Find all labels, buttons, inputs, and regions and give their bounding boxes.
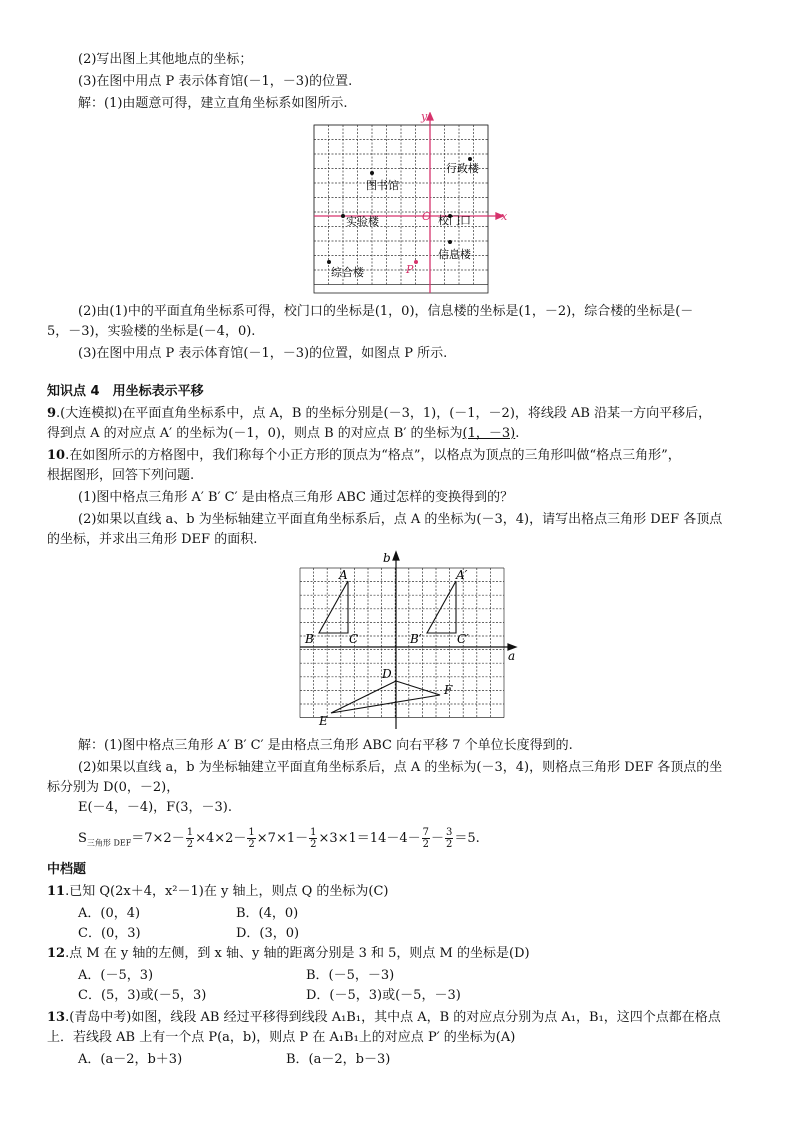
label-a: A bbox=[339, 568, 348, 582]
point-library bbox=[370, 171, 374, 175]
label-library: 图书馆 bbox=[366, 179, 399, 192]
solution-line: 5，－3)，实验楼的坐标是(－4，0). bbox=[47, 324, 256, 339]
formula-part: ＝5. bbox=[454, 831, 480, 846]
question-number: 11 bbox=[47, 884, 66, 899]
question-number: 13 bbox=[47, 1010, 66, 1025]
solution-line: E(－4，－4)，F(3，－3). bbox=[78, 800, 233, 815]
question-text: 得到点 A 的对应点 A′ 的坐标为(－1，0)，则点 B 的对应点 B′ 的坐标为 bbox=[47, 426, 463, 441]
option-c: C．(0，3) bbox=[78, 926, 141, 941]
label-a-prime: A′ bbox=[456, 568, 468, 582]
question-part-2: (2)如果以直线 a、b 为坐标轴建立平面直角坐标系后，点 A 的坐标为(－3，4)，请写出格点三角形 DEF 各顶点 bbox=[78, 512, 723, 527]
question-text: . bbox=[515, 426, 520, 441]
question-13-line1 bbox=[47, 1008, 721, 1028]
solution-line: (2)如果以直线 a，b 为坐标轴建立平面直角坐标系后，点 A 的坐标为(－3，4)，则格点三角形 DEF 各顶点的坐 bbox=[78, 760, 723, 775]
label-c-prime: C′ bbox=[457, 632, 469, 646]
label-lab: 实验楼 bbox=[346, 215, 379, 228]
option-b: B．(－5，－3) bbox=[306, 968, 395, 983]
label-complex: 综合楼 bbox=[331, 266, 364, 279]
fraction-half: $\frac{1}{2}$ bbox=[186, 827, 194, 850]
question-number: 10 bbox=[47, 448, 66, 463]
area-formula bbox=[78, 822, 480, 861]
formula-part: ×4×2－ bbox=[195, 831, 247, 846]
label-c: C bbox=[349, 632, 359, 646]
solution-line: (3)在图中用点 P 表示体育馆(－1，－3)的位置，如图点 P 所示. bbox=[78, 346, 448, 361]
question-9-line1 bbox=[47, 404, 711, 424]
question-text: 根据图形，回答下列问题. bbox=[47, 468, 195, 483]
campus-map-figure bbox=[300, 112, 512, 298]
option-a: A．(－5，3) bbox=[78, 968, 154, 983]
fraction-seven-halves: $\frac{7}{2}$ bbox=[422, 827, 429, 850]
question-11-stem bbox=[47, 882, 388, 902]
a-axis-label: a bbox=[508, 649, 516, 663]
option-a: A．(0，4) bbox=[78, 906, 141, 921]
y-axis-label: y bbox=[421, 112, 428, 123]
option-d: D．(－5，3)或(－5，－3) bbox=[306, 988, 461, 1003]
label-b: B bbox=[305, 632, 314, 646]
question-13-line2: 上．若线段 AB 上有一个点 P(a，b)，则点 P 在 A₁B₁上的对应点 P′ 的坐标为(A) bbox=[47, 1030, 516, 1045]
option-d: D．(3，0) bbox=[236, 926, 300, 941]
y-axis-arrow bbox=[427, 113, 433, 120]
answer: (1，－3) bbox=[462, 426, 516, 441]
point-lab bbox=[341, 214, 345, 218]
triangle-a1b1c1 bbox=[427, 581, 456, 633]
option-a: A．(a－2，b＋3) bbox=[78, 1052, 183, 1067]
label-f: F bbox=[444, 683, 453, 697]
question-part-3: (3)在图中用点 P 表示体育馆(－1，－3)的位置. bbox=[78, 74, 353, 89]
point-admin bbox=[468, 157, 472, 161]
question-text: .(青岛中考)如图，线段 AB 经过平移得到线段 A₁B₁，其中点 A，B 的对应点分别为点 A₁，B₁，这四个点都在格点 bbox=[65, 1010, 721, 1025]
solution-line: 解：(1)由题意可得，建立直角坐标系如图所示. bbox=[78, 96, 348, 111]
b-axis-arrow bbox=[393, 552, 399, 560]
question-9-line2 bbox=[47, 424, 519, 444]
question-12-stem bbox=[47, 944, 530, 964]
point-info bbox=[448, 240, 452, 244]
triangle-abc bbox=[319, 581, 348, 633]
solution-line: 标分别为 D(0，－2)， bbox=[47, 780, 180, 795]
area-subscript: 三角形 DEF bbox=[86, 838, 132, 848]
solution-line: (2)由(1)中的平面直角坐标系可得，校门口的坐标是(1，0)，信息楼的坐标是(1，－2)，综合楼的坐标是(－ bbox=[78, 304, 694, 319]
fraction-half: $\frac{1}{2}$ bbox=[248, 827, 255, 850]
section-title: 知识点 4 用坐标表示平移 bbox=[47, 384, 204, 399]
option-b: B．(a－2，b－3) bbox=[286, 1052, 391, 1067]
x-axis-label: x bbox=[501, 210, 508, 223]
formula-part: ＝7×2－ bbox=[131, 831, 185, 846]
question-10-line1 bbox=[47, 446, 681, 466]
label-e: E bbox=[319, 714, 328, 728]
b-axis-label: b bbox=[383, 551, 391, 565]
option-c: C．(5，3)或(－5，3) bbox=[78, 988, 207, 1003]
option-b: B．(4，0) bbox=[236, 906, 299, 921]
point-complex bbox=[327, 260, 331, 264]
section-title: 中档题 bbox=[47, 862, 87, 877]
solution-line: 解：(1)图中格点三角形 A′ B′ C′ 是由格点三角形 ABC 向右平移 7 个单位长度得到的. bbox=[78, 738, 573, 753]
formula-part: ×3×1＝14－4－ bbox=[318, 831, 421, 846]
area-symbol: S bbox=[78, 831, 87, 846]
formula-part: － bbox=[431, 831, 445, 846]
label-gate: 校门口 bbox=[438, 214, 471, 227]
label-d: D bbox=[382, 667, 392, 681]
question-text: 的坐标，并求出三角形 DEF 的面积. bbox=[47, 532, 258, 547]
question-part-2: (2)写出图上其他地点的坐标； bbox=[78, 52, 253, 67]
label-admin: 行政楼 bbox=[446, 162, 479, 175]
question-text: .已知 Q(2x＋4，x²－1)在 y 轴上，则点 Q 的坐标为(C) bbox=[65, 884, 389, 899]
question-number: 12 bbox=[47, 946, 66, 961]
lattice-triangle-figure bbox=[292, 550, 524, 732]
fraction-half: $\frac{1}{2}$ bbox=[310, 827, 317, 850]
label-b-prime: B′ bbox=[410, 632, 422, 646]
question-text: .点 M 在 y 轴的左侧，到 x 轴、y 轴的距离分别是 3 和 5，则点 M 的坐标是(D) bbox=[65, 946, 530, 961]
triangle-def bbox=[331, 681, 440, 713]
origin-label: O bbox=[422, 210, 432, 223]
formula-part: ×7×1－ bbox=[256, 831, 309, 846]
fraction-three-halves: $\frac{3}{2}$ bbox=[446, 827, 453, 850]
question-part-1: (1)图中格点三角形 A′ B′ C′ 是由格点三角形 ABC 通过怎样的变换得到的？ bbox=[78, 490, 514, 505]
label-info: 信息楼 bbox=[438, 248, 471, 261]
point-p bbox=[414, 260, 418, 264]
question-text: .在如图所示的方格图中，我们称每个小正方形的顶点为“格点”，以格点为顶点的三角形叫做“格点三角形”， bbox=[65, 448, 681, 463]
question-text: .(大连模拟)在平面直角坐标系中，点 A，B 的坐标分别是(－3，1)，(－1，－2)，将线段 AB 沿某一方向平移后， bbox=[56, 406, 712, 421]
label-p: P bbox=[406, 263, 414, 276]
question-number: 9 bbox=[47, 406, 57, 421]
